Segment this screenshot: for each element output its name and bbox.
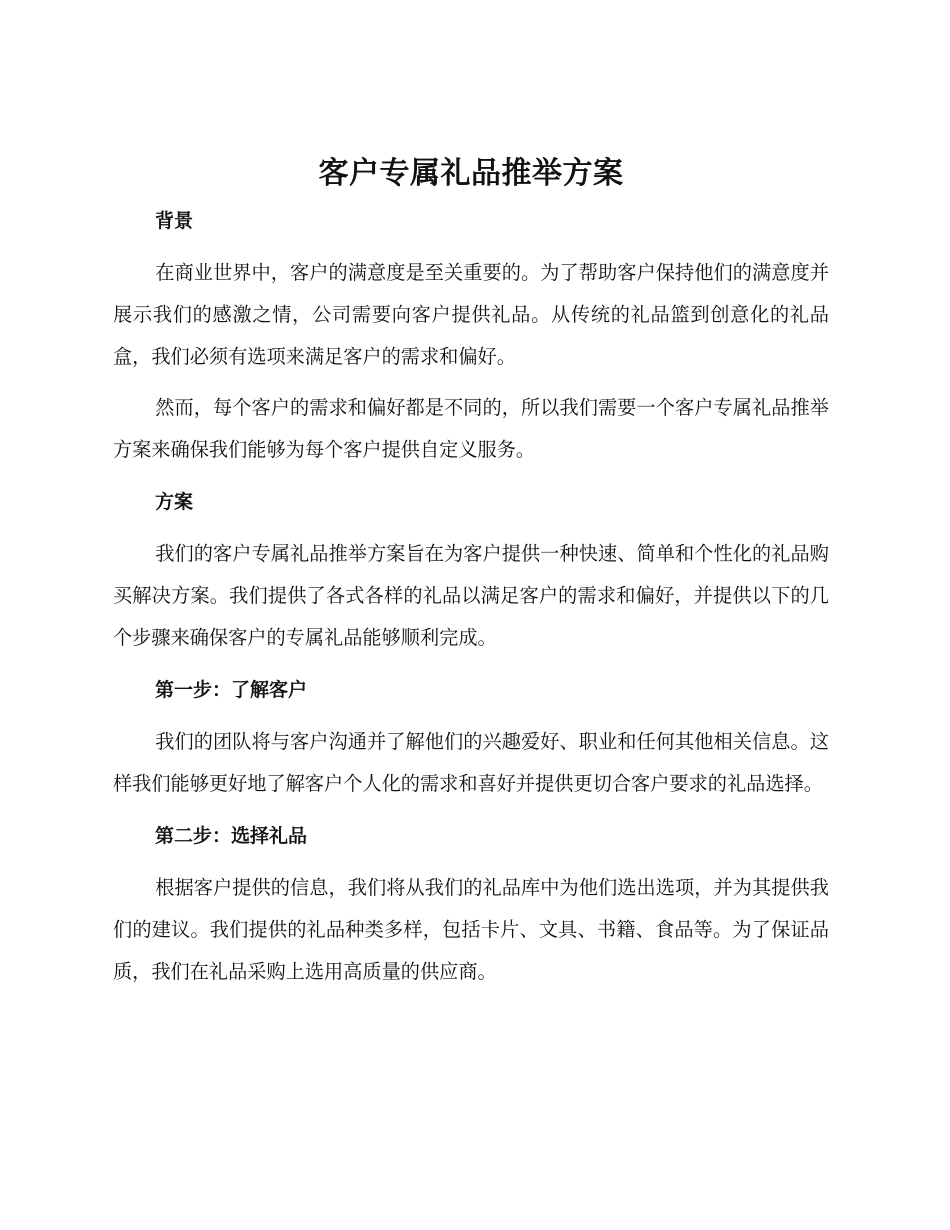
document-page [113, 148, 829, 993]
section-heading-step-two: 第二步：选择礼品 [155, 825, 308, 847]
section-heading-plan: 方案 [155, 491, 194, 513]
document-title: 客户专属礼品推举方案 [318, 156, 624, 191]
paragraph: 根据客户提供的信息，我们将从我们的礼品库中为他们选出选项，并为其提供我们的建议。我们提供的礼品种类多样，包括卡片、文具、书籍、食品等。为了保证品质，我们在礼品采购上选用高质量的供应商。 [113, 876, 829, 983]
paragraph: 我们的客户专属礼品推举方案旨在为客户提供一种快速、简单和个性化的礼品购买解决方案。我们提供了各式各样的礼品以满足客户的需求和偏好，并提供以下的几个步骤来确保客户的专属礼品能够顺利完成。 [113, 542, 829, 649]
section-heading-background: 背景 [155, 210, 194, 232]
paragraph: 我们的团队将与客户沟通并了解他们的兴趣爱好、职业和任何其他相关信息。这样我们能够更好地了解客户个人化的需求和喜好并提供更切合客户要求的礼品选择。 [113, 730, 829, 795]
paragraph: 然而，每个客户的需求和偏好都是不同的，所以我们需要一个客户专属礼品推举方案来确保我们能够为每个客户提供自定义服务。 [113, 396, 829, 461]
section-heading-step-one: 第一步：了解客户 [155, 679, 308, 701]
paragraph: 在商业世界中，客户的满意度是至关重要的。为了帮助客户保持他们的满意度并展示我们的感激之情，公司需要向客户提供礼品。从传统的礼品篮到创意化的礼品盒，我们必须有选项来满足客户的需求和偏好。 [113, 261, 829, 368]
